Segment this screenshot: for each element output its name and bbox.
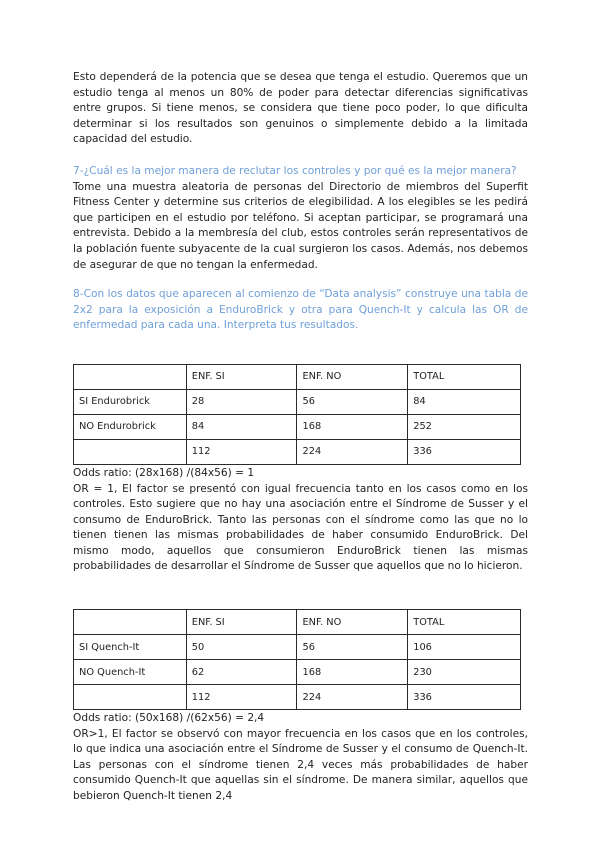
odds-ratio-quench-it: Odds ratio: (50x168) /(62x56) = 2,4 <box>73 712 265 725</box>
table-header-row <box>74 610 521 635</box>
table-cell: 84 <box>186 414 297 439</box>
header-cell: ENF. NO <box>297 610 408 635</box>
question-7: 7-¿Cuál es la mejor manera de reclutar los controles y por qué es la mejor manera? <box>73 164 517 177</box>
table-cell: 62 <box>186 660 297 685</box>
document-page <box>73 70 528 805</box>
table-cell: 230 <box>408 660 521 685</box>
table-cell: 112 <box>186 439 297 464</box>
table-cell: 168 <box>297 414 408 439</box>
table-cell: 56 <box>297 389 408 414</box>
quench-it-table <box>73 609 521 710</box>
header-cell <box>74 610 187 635</box>
table-cell: 50 <box>186 635 297 660</box>
table-cell: 106 <box>408 635 521 660</box>
table-cell: 252 <box>408 414 521 439</box>
endurobrick-table <box>73 364 521 465</box>
table-cell: 84 <box>408 389 521 414</box>
table-cell: 56 <box>297 635 408 660</box>
table-cell: 28 <box>186 389 297 414</box>
table-cell <box>74 439 187 464</box>
header-cell: ENF. NO <box>297 364 408 389</box>
header-cell: TOTAL <box>408 610 521 635</box>
interpretation-endurobrick: OR = 1, El factor se presentó con igual frecuencia tanto en los casos como en los controles. Esto sugiere que no hay una asociación entre el Síndrome de Susser y el consumo de EnduroBrick. Tanto las personas con el síndrome como las que no lo tienen tienen las mismas probabilidades de haber consumido EnduroBrick. Del mismo modo, aquellos que consumieron EnduroBrick tienen las mismas probabilidades de desarrollar el Síndrome de Susser que aquellos que no lo hicieron. <box>73 482 528 573</box>
table-cell <box>74 685 187 710</box>
table-row <box>74 660 521 685</box>
table-cell: 336 <box>408 685 521 710</box>
table-row <box>74 414 521 439</box>
table-cell: 224 <box>297 439 408 464</box>
table-cell: 224 <box>297 685 408 710</box>
header-cell: ENF. SI <box>186 364 297 389</box>
table-total-row <box>74 685 521 710</box>
table-row <box>74 635 521 660</box>
header-cell: ENF. SI <box>186 610 297 635</box>
table-total-row <box>74 439 521 464</box>
table-header-row <box>74 364 521 389</box>
table-cell: 112 <box>186 685 297 710</box>
table-cell: 336 <box>408 439 521 464</box>
question-8: 8-Con los datos que aparecen al comienzo de “Data analysis” construye una tabla de 2x2 para la exposición a EnduroBrick y otra para Quench-It y calcula las OR de enfermedad para cada una. Interpreta tus resultados. <box>73 288 528 332</box>
header-cell <box>74 364 187 389</box>
odds-ratio-endurobrick: Odds ratio: (28x168) /(84x56) = 1 <box>73 466 255 479</box>
table-cell: NO Endurobrick <box>74 414 187 439</box>
intro-paragraph: Esto dependerá de la potencia que se desea que tenga el estudio. Queremos que un estudio tenga al menos un 80% de poder para detectar diferencias significativas entre grupos. Si tiene menos, se considera que tiene poco poder, lo que dificulta determinar si los resultados son genuinos o simplemente debido a la limitada capacidad del estudio. <box>73 71 528 146</box>
answer-7: Tome una muestra aleatoria de personas del Directorio de miembros del Superfit Fitness Center y determine sus criterios de elegibilidad. A los elegibles se les pedirá que participen en el estudio por teléfono. Si aceptan participar, se programará una entrevista. Debido a la membresía del club, estos controles serán representativos de la población fuente subyacente de la cual surgieron los casos. Además, nos debemos de asegurar de que no tengan la enfermedad. <box>73 180 528 271</box>
table-cell: NO Quench-It <box>74 660 187 685</box>
table-cell: 168 <box>297 660 408 685</box>
table-cell: SI Quench-It <box>74 635 187 660</box>
table-cell: SI Endurobrick <box>74 389 187 414</box>
interpretation-quench-it: OR>1, El factor se observó con mayor frecuencia en los casos que en los controles, lo que indica una asociación entre el Síndrome de Susser y el consumo de Quench-It. Las personas con el síndrome tienen 2,4 veces más probabilidades de haber consumido Quench-It que aquellas sin el síndrome. De manera similar, aquellos que bebieron Quench-It tienen 2,4 <box>73 727 528 803</box>
table-row <box>74 389 521 414</box>
header-cell: TOTAL <box>408 364 521 389</box>
